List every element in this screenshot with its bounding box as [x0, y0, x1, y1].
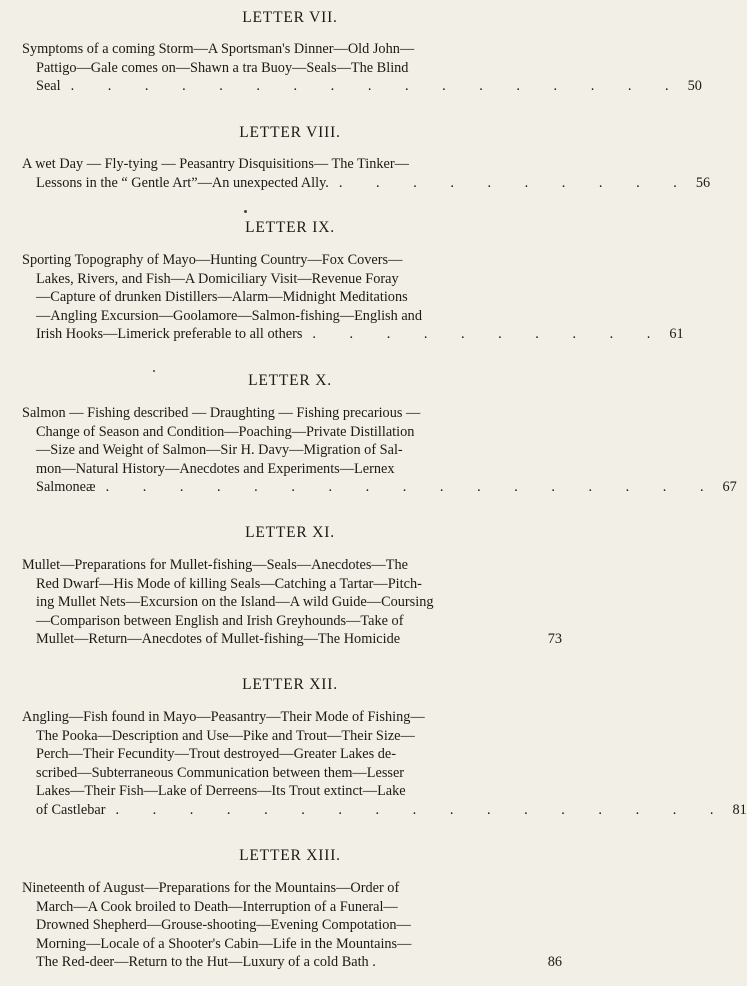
entry-line: ing Mullet Nets—Excursion on the Island—A wild Guide—Coursing	[36, 594, 434, 611]
entry-last-line	[22, 325, 684, 344]
letter-entry	[22, 708, 747, 820]
entry-line: March—A Cook broiled to Death—Interruption of a Funeral—	[36, 898, 398, 915]
entry-line: Perch—Their Fecundity—Trout destroyed—Greater Lakes de-	[36, 746, 396, 763]
entry-line: scribed—Subterraneous Communication between them—Lesser	[36, 764, 405, 781]
dot-leader: . . . . . . . . . . . . . . . . .	[115, 801, 729, 818]
letter-heading: LETTER XI.	[245, 524, 335, 541]
letter-heading: LETTER IX.	[245, 219, 335, 236]
entry-line: Mullet—Return—Anecdotes of Mullet-fishing—The Homicide	[36, 631, 401, 648]
dot-leader	[400, 630, 544, 649]
entry-line: Mullet—Preparations for Mullet-fishing—Seals—Anecdotes—The	[22, 557, 408, 573]
letter-entry	[22, 155, 711, 192]
dot-leader	[376, 953, 544, 972]
dot-leader: . . . . . . . . . .	[312, 326, 666, 343]
entry-line: Lakes, Rivers, and Fish—A Domiciliary Visit—Revenue Foray	[36, 270, 399, 287]
entry-line: —Angling Excursion—Goolamore—Salmon-fishing—English and	[36, 307, 422, 324]
entry-line: A wet Day — Fly-tying — Peasantry Disquisitions— The Tinker—	[22, 156, 409, 172]
letter-heading: LETTER VII.	[242, 9, 338, 26]
entry-line: —Capture of drunken Distillers—Alarm—Midnight Meditations	[36, 289, 408, 306]
letter-heading: LETTER XII.	[242, 676, 338, 693]
dot-leader: . . . . . . . . . .	[338, 174, 692, 191]
entry-last-line	[22, 174, 711, 193]
entry-line: Symptoms of a coming Storm—A Sportsman's Dinner—Old John—	[22, 41, 415, 57]
entry-line: —Size and Weight of Salmon—Sir H. Davy—Migration of Sal-	[36, 442, 403, 459]
entry-line: Salmon — Fishing described — Draughting — Fishing precarious —	[22, 405, 421, 421]
entry-line: Lakes—Their Fish—Lake of Derreens—Its Trout extinct—Lake	[36, 783, 406, 800]
dot-leader: . . . . . . . . . . . . . . . . .	[70, 78, 684, 95]
entry-last-line	[22, 77, 702, 96]
entry-line: Seal	[36, 78, 61, 95]
page-number: 67	[722, 479, 737, 496]
ink-speck	[153, 370, 155, 372]
entry-line: Irish Hooks—Limerick preferable to all others	[36, 326, 303, 343]
entry-line: Salmoneæ	[36, 479, 96, 496]
page-number: 73	[547, 631, 562, 648]
page-number: 56	[695, 174, 711, 191]
letter-entry	[22, 251, 684, 344]
entry-line: —Comparison between English and Irish Greyhounds—Take of	[36, 612, 404, 629]
letter-heading: LETTER X.	[248, 372, 332, 389]
entry-line: Pattigo—Gale comes on—Shawn a tra Buoy—Seals—The Blind	[36, 59, 409, 76]
entry-line: Sporting Topography of Mayo—Hunting Country—Fox Covers—	[22, 252, 403, 268]
page-number: 81	[732, 801, 747, 818]
entry-line: mon—Natural History—Anecdotes and Experiments—Lernex	[36, 460, 395, 477]
entry-last-line	[22, 630, 562, 649]
ink-speck	[244, 210, 247, 213]
letter-entry	[22, 879, 562, 972]
letter-heading: LETTER VIII.	[239, 124, 341, 141]
page-number: 50	[687, 78, 702, 95]
entry-line: of Castlebar	[36, 801, 106, 818]
page-number: 61	[669, 326, 684, 343]
letter-heading: LETTER XIII.	[239, 847, 341, 864]
page-number: 86	[547, 954, 562, 971]
entry-last-line	[22, 801, 747, 820]
entry-line: The Red-deer—Return to the Hut—Luxury of a cold Bath .	[36, 954, 376, 971]
entry-last-line	[22, 953, 562, 972]
entry-line: Drowned Shepherd—Grouse-shooting—Evening Compotation—	[36, 917, 411, 934]
dot-leader: . . . . . . . . . . . . . . . . .	[105, 479, 719, 496]
entry-last-line	[22, 478, 737, 497]
letter-entry	[22, 40, 702, 96]
entry-line: Morning—Locale of a Shooter's Cabin—Life in the Mountains—	[36, 935, 412, 952]
letter-entry	[22, 556, 562, 649]
entry-line: Angling—Fish found in Mayo—Peasantry—Their Mode of Fishing—	[22, 709, 425, 725]
entry-line: Nineteenth of August—Preparations for the Mountains—Order of	[22, 880, 400, 896]
entry-line: The Pooka—Description and Use—Pike and Trout—Their Size—	[36, 727, 415, 744]
entry-line: Lessons in the “ Gentle Art”—An unexpected Ally.	[36, 174, 329, 191]
entry-line: Change of Season and Condition—Poaching—Private Distillation	[36, 423, 415, 440]
letter-entry	[22, 404, 737, 497]
entry-line: Red Dwarf—His Mode of killing Seals—Catching a Tartar—Pitch-	[36, 575, 422, 592]
